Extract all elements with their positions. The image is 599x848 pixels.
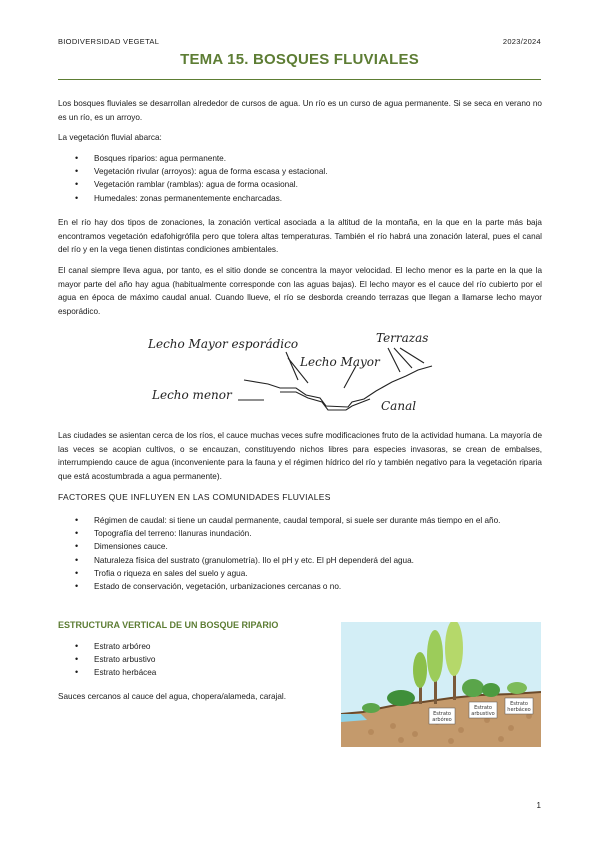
list-item [58,653,318,666]
header-subject: BIODIVERSIDAD VEGETAL [58,37,160,46]
list-item [58,192,528,205]
bullet-icon: • [75,515,79,525]
list-item [58,165,528,178]
list-item-text: Estrato arbustivo [94,655,156,665]
cities-paragraph: Las ciudades se asientan cerca de los ríos, el cauce muchas veces sufre modificaciones fruto de la actividad humana. La mayoría de las veces se acopian cultivos, o se encauzan, constituyendo nichos libres para especies invasoras, se crean de embalses, interrumpiendo cauce de agua (inconveniente para la fauna y el régimen hídrico del río y también negativo para la vegetación riparia que está acostumbrada a agua permanente). [58,431,542,481]
riparian-forest-illustration [341,622,541,747]
label-herbaceo-line1: Estrato [510,701,528,707]
bullet-icon: • [75,554,79,565]
label-canal: Canal [381,399,417,413]
label-lecho-mayor-esporadico: Lecho Mayor esporádico [148,337,299,351]
list-item-text: Estrato herbácea [94,668,157,678]
list-item-text: Topografía del terreno: llanuras inundación. [94,529,252,539]
intro-paragraph: Los bosques fluviales se desarrollan alrededor de cursos de agua. Un río es un curso de agua permanente. Si se seca en verano no es un río, es un arroyo. [58,99,542,122]
list-item [58,152,528,165]
list-item-text: Vegetación rivular (arroyos): agua de forma escasa y estacional. [94,167,328,177]
factors-list [58,514,528,593]
list-item [58,580,528,593]
bullet-icon: • [75,654,79,665]
list-item-text: Bosques riparios: agua permanente. [94,154,226,163]
label-arboreo-line2: arbóreo [432,717,452,723]
list-item [58,554,528,567]
structure-heading: ESTRUCTURA VERTICAL DE UN BOSQUE RIPARIO [58,620,279,630]
list-item-text: Régimen de caudal: si tiene un caudal permanente, caudal temporal, si suele ser durante más tiempo en el año. [94,516,501,525]
label-terrazas: Terrazas [376,331,429,345]
canal-paragraph: El canal siempre lleva agua, por tanto, es el sitio donde se concentra la mayor velocidad. El lecho menor es la parte en la que la mayor parte del año hay agua (habitualmente corresponde con las aguas bajas). El lecho mayor es el cauce del río cubierto por el agua en época de máximo caudal anual. Cuando llueve, el río se desborda creando terrazas que llegan a llamarse lecho mayor esporádico. [58,266,542,316]
list-item-text: Naturaleza física del sustrato (granulometría). Ilo el pH y etc. El pH dependerá del agua. [94,555,414,565]
label-arboreo-line1: Estrato [433,711,451,717]
page-number: 1 [536,801,541,810]
list-item [58,178,528,191]
title-divider [58,79,541,80]
label-lecho-menor: Lecho menor [152,388,232,402]
bullet-icon: • [75,179,79,190]
list-item-text: Estado de conservación, vegetación, urbanizaciones cercanas o no. [94,582,342,592]
list-item [58,514,528,527]
list-item-text: Trofia o riqueza en sales del suelo y agua. [94,568,248,578]
bullet-icon: • [75,541,79,552]
list-item [58,567,528,580]
bullet-icon: • [75,567,79,578]
zonation-paragraph: En el río hay dos tipos de zonaciones, la zonación vertical asociada a la altitud de la montaña, en la que en la parte más baja encontramos vegetación edafohigrófila pero que tolera altas temperaturas. También el río habrá una zonación lateral, pues el canal del río y en la vega tienen distintas condiciones ambientales. [58,218,542,254]
label-arbustivo-line2: arbustivo [471,711,495,717]
label-herbaceo-line2: herbáceo [507,707,531,713]
page-title: TEMA 15. BOSQUES FLUVIALES [180,51,419,68]
list-item-text: Humedales: zonas permanentemente encharcadas. [94,193,282,203]
list-item [58,666,318,679]
list-item-text: Vegetación ramblar (ramblas): agua de forma ocasional. [94,180,298,190]
vegetation-intro: La vegetación fluvial abarca: [58,133,162,142]
vegetation-list [58,152,528,205]
bullet-icon: • [75,641,79,651]
strata-list [58,640,318,680]
factors-heading: FACTORES QUE INFLUYEN EN LAS COMUNIDADES FLUVIALES [58,492,331,502]
bullet-icon: • [75,192,79,203]
header-year: 2023/2024 [502,37,541,46]
bullet-icon: • [75,153,79,163]
bullet-icon: • [75,528,79,539]
list-item-text: Estrato arbóreo [94,642,151,651]
label-lecho-mayor: Lecho Mayor [300,355,380,369]
list-item-text: Dimensiones cauce. [94,542,168,552]
bullet-icon: • [75,667,79,678]
list-item [58,540,528,553]
willows-paragraph: Sauces cercanos al cauce del agua, chopera/alameda, carajal. [58,692,287,701]
list-item [58,640,318,653]
river-profile-sketch [148,328,448,420]
label-arbustivo-line1: Estrato [474,705,492,711]
bullet-icon: • [75,581,79,592]
bullet-icon: • [75,166,79,177]
list-item [58,527,528,540]
